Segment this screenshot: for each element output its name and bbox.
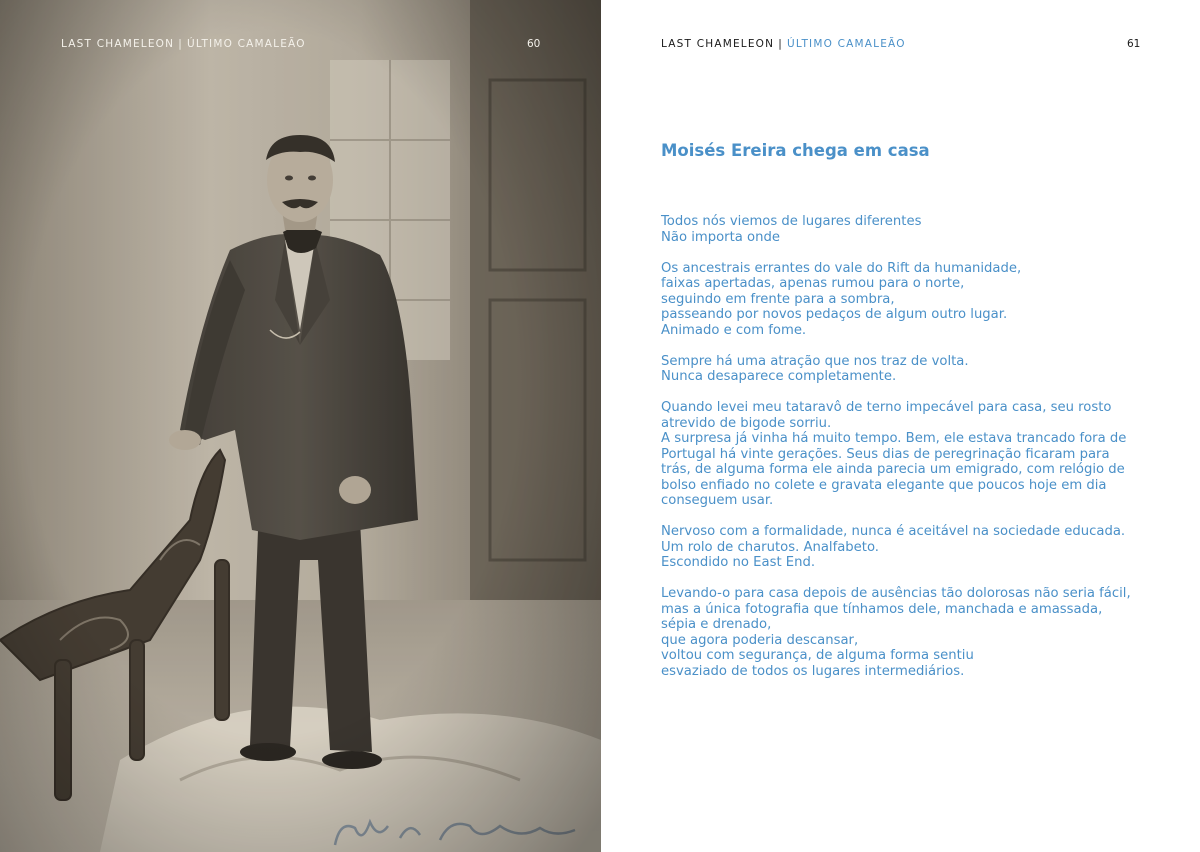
running-head-separator: | (178, 38, 183, 50)
poem-line: mas a única fotografia que tínhamos dele, manchada e amassada, (661, 601, 1103, 617)
poem-line: que agora poderia descansar, (661, 632, 859, 648)
poem-line: Nervoso com a formalidade, nunca é aceitável na sociedade educada. (661, 524, 1126, 539)
poem-line: faixas apertadas, apenas rumou para o norte, (661, 276, 965, 291)
stanza (661, 586, 1141, 679)
poem-line: Nunca desaparece completamente. (661, 369, 897, 384)
poem-line: Um rolo de charutos. Analfabeto. (661, 539, 879, 555)
running-head-right (661, 38, 906, 50)
poem-line: voltou com segurança, de alguma forma sentiu (661, 648, 974, 663)
running-head-pt: ÚLTIMO CAMALEÃO (186, 38, 306, 50)
running-head-left (61, 38, 306, 50)
poem-line: Quando levei meu tataravô de terno impecável para casa, seu rosto atrevido de bigode sorriu. (661, 400, 1112, 431)
stanza (661, 214, 1141, 245)
poem-line: esvaziado de todos os lugares intermediários. (661, 663, 965, 679)
poem-line: sépia e drenado, (661, 617, 772, 632)
poem-line: Levando-o para casa depois de ausências tão dolorosas não seria fácil, (661, 586, 1131, 601)
poem-body (661, 214, 1141, 695)
poem-line: A surpresa já vinha há muito tempo. Bem, ele estava trancado fora de Portugal há vinte gerações. Seus dias de peregrinação ficaram para trás, de alguma forma ele ainda parecia um emigrado, com relógio de bolso enfiado no colete e gravata elegante que poucos hoje em dia conseguem usar. (661, 431, 1127, 508)
stanza (661, 400, 1141, 509)
poem-line: seguindo em frente para a sombra, (661, 291, 895, 307)
running-head-en: LAST CHAMELEON (661, 38, 775, 50)
page-number-left: 60 (527, 38, 541, 50)
stanza (661, 524, 1141, 571)
poem-line: Sempre há uma atração que nos traz de volta. (661, 353, 969, 369)
running-head-separator: | (778, 38, 783, 50)
stanza (661, 354, 1141, 385)
poem-line: passeando por novos pedaços de algum outro lugar. (661, 307, 1008, 322)
poem-line: Escondido no East End. (661, 555, 816, 570)
stanza (661, 261, 1141, 339)
running-head-en: LAST CHAMELEON (61, 38, 175, 50)
poem-line: Todos nós viemos de lugares diferentes (661, 214, 922, 229)
running-head-pt: ÚLTIMO CAMALEÃO (786, 38, 906, 50)
poem-line: Animado e com fome. (661, 322, 807, 338)
page-number-right: 61 (1127, 38, 1141, 50)
poem-line: Os ancestrais errantes do vale do Rift da humanidade, (661, 260, 1022, 276)
right-page-text (601, 0, 1200, 852)
poem-line: Não importa onde (661, 229, 780, 245)
poem-title: Moisés Ereira chega em casa (661, 141, 930, 160)
